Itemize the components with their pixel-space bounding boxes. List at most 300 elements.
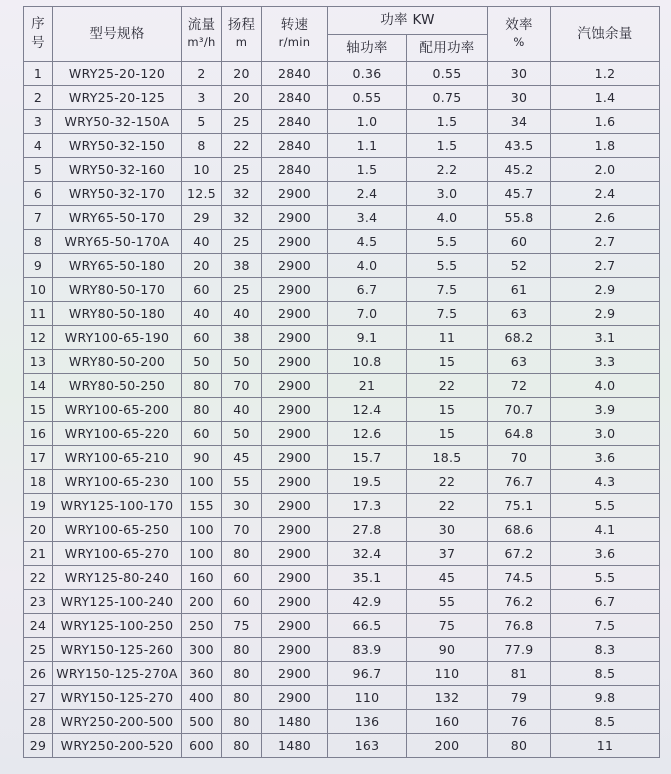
cell-efficiency: 75.1 <box>488 494 551 518</box>
cell-head: 25 <box>222 278 262 302</box>
cell-speed: 2900 <box>262 590 328 614</box>
cell-seq: 11 <box>24 302 53 326</box>
cell-model: WRY100-65-230 <box>53 470 182 494</box>
header-head-unit: m <box>235 35 248 49</box>
cell-npsh: 8.5 <box>551 662 660 686</box>
cell-efficiency: 60 <box>488 230 551 254</box>
cell-npsh: 7.5 <box>551 614 660 638</box>
cell-npsh: 4.0 <box>551 374 660 398</box>
cell-shaft-power: 0.55 <box>328 86 407 110</box>
cell-speed: 1480 <box>262 710 328 734</box>
cell-npsh: 3.3 <box>551 350 660 374</box>
cell-model: WRY80-50-170 <box>53 278 182 302</box>
cell-head: 50 <box>222 350 262 374</box>
cell-speed: 2900 <box>262 422 328 446</box>
cell-npsh: 2.6 <box>551 206 660 230</box>
cell-model: WRY50-32-150 <box>53 134 182 158</box>
cell-npsh: 3.6 <box>551 542 660 566</box>
cell-flow: 600 <box>182 734 222 758</box>
cell-motor-power: 1.5 <box>407 134 488 158</box>
table-row <box>24 182 660 206</box>
table-row <box>24 254 660 278</box>
cell-efficiency: 76.7 <box>488 470 551 494</box>
header-head <box>222 7 262 62</box>
cell-head: 70 <box>222 374 262 398</box>
cell-head: 25 <box>222 110 262 134</box>
cell-seq: 14 <box>24 374 53 398</box>
cell-head: 45 <box>222 446 262 470</box>
cell-head: 40 <box>222 398 262 422</box>
cell-head: 60 <box>222 590 262 614</box>
cell-shaft-power: 0.36 <box>328 62 407 86</box>
cell-shaft-power: 10.8 <box>328 350 407 374</box>
cell-efficiency: 64.8 <box>488 422 551 446</box>
cell-shaft-power: 1.0 <box>328 110 407 134</box>
cell-npsh: 2.9 <box>551 278 660 302</box>
header-motor-power: 配用功率 <box>407 35 488 62</box>
table-row <box>24 230 660 254</box>
cell-model: WRY65-50-180 <box>53 254 182 278</box>
cell-efficiency: 34 <box>488 110 551 134</box>
cell-shaft-power: 110 <box>328 686 407 710</box>
cell-flow: 12.5 <box>182 182 222 206</box>
cell-model: WRY80-50-250 <box>53 374 182 398</box>
cell-flow: 500 <box>182 710 222 734</box>
cell-motor-power: 45 <box>407 566 488 590</box>
cell-shaft-power: 136 <box>328 710 407 734</box>
cell-seq: 6 <box>24 182 53 206</box>
cell-flow: 200 <box>182 590 222 614</box>
cell-shaft-power: 42.9 <box>328 590 407 614</box>
cell-seq: 28 <box>24 710 53 734</box>
cell-efficiency: 30 <box>488 62 551 86</box>
cell-speed: 2900 <box>262 206 328 230</box>
cell-shaft-power: 35.1 <box>328 566 407 590</box>
cell-efficiency: 79 <box>488 686 551 710</box>
cell-seq: 2 <box>24 86 53 110</box>
header-flow <box>182 7 222 62</box>
cell-shaft-power: 1.1 <box>328 134 407 158</box>
cell-head: 25 <box>222 230 262 254</box>
cell-motor-power: 7.5 <box>407 278 488 302</box>
cell-head: 75 <box>222 614 262 638</box>
cell-efficiency: 61 <box>488 278 551 302</box>
cell-speed: 2840 <box>262 110 328 134</box>
cell-npsh: 1.4 <box>551 86 660 110</box>
cell-efficiency: 81 <box>488 662 551 686</box>
cell-seq: 20 <box>24 518 53 542</box>
cell-npsh: 2.7 <box>551 254 660 278</box>
cell-seq: 16 <box>24 422 53 446</box>
cell-seq: 21 <box>24 542 53 566</box>
table-row <box>24 542 660 566</box>
cell-shaft-power: 2.4 <box>328 182 407 206</box>
table-row <box>24 158 660 182</box>
cell-model: WRY125-100-240 <box>53 590 182 614</box>
cell-seq: 29 <box>24 734 53 758</box>
cell-shaft-power: 4.0 <box>328 254 407 278</box>
cell-motor-power: 22 <box>407 374 488 398</box>
cell-efficiency: 43.5 <box>488 134 551 158</box>
cell-efficiency: 63 <box>488 302 551 326</box>
table-row <box>24 278 660 302</box>
cell-flow: 90 <box>182 446 222 470</box>
cell-shaft-power: 4.5 <box>328 230 407 254</box>
cell-model: WRY125-100-170 <box>53 494 182 518</box>
cell-npsh: 6.7 <box>551 590 660 614</box>
cell-flow: 400 <box>182 686 222 710</box>
cell-seq: 4 <box>24 134 53 158</box>
cell-motor-power: 110 <box>407 662 488 686</box>
cell-efficiency: 74.5 <box>488 566 551 590</box>
cell-seq: 15 <box>24 398 53 422</box>
pump-spec-table <box>23 6 660 758</box>
cell-speed: 2900 <box>262 638 328 662</box>
cell-model: WRY100-65-250 <box>53 518 182 542</box>
cell-shaft-power: 32.4 <box>328 542 407 566</box>
table-row <box>24 86 660 110</box>
table-row <box>24 398 660 422</box>
cell-speed: 2900 <box>262 254 328 278</box>
cell-efficiency: 80 <box>488 734 551 758</box>
cell-motor-power: 0.55 <box>407 62 488 86</box>
cell-shaft-power: 12.4 <box>328 398 407 422</box>
cell-flow: 80 <box>182 398 222 422</box>
cell-seq: 8 <box>24 230 53 254</box>
cell-flow: 60 <box>182 278 222 302</box>
cell-model: WRY50-32-160 <box>53 158 182 182</box>
cell-flow: 8 <box>182 134 222 158</box>
cell-model: WRY150-125-270A <box>53 662 182 686</box>
cell-speed: 2900 <box>262 350 328 374</box>
cell-efficiency: 45.2 <box>488 158 551 182</box>
cell-speed: 2900 <box>262 278 328 302</box>
cell-model: WRY25-20-120 <box>53 62 182 86</box>
cell-head: 80 <box>222 638 262 662</box>
cell-head: 20 <box>222 86 262 110</box>
cell-npsh: 5.5 <box>551 566 660 590</box>
cell-motor-power: 15 <box>407 422 488 446</box>
cell-seq: 3 <box>24 110 53 134</box>
cell-model: WRY25-20-125 <box>53 86 182 110</box>
cell-model: WRY150-125-270 <box>53 686 182 710</box>
cell-head: 20 <box>222 62 262 86</box>
table-row <box>24 134 660 158</box>
table-row <box>24 590 660 614</box>
cell-shaft-power: 66.5 <box>328 614 407 638</box>
cell-speed: 2840 <box>262 86 328 110</box>
cell-flow: 40 <box>182 230 222 254</box>
cell-model: WRY50-32-150A <box>53 110 182 134</box>
cell-npsh: 11 <box>551 734 660 758</box>
cell-motor-power: 30 <box>407 518 488 542</box>
table-row <box>24 374 660 398</box>
cell-flow: 100 <box>182 518 222 542</box>
cell-speed: 2900 <box>262 446 328 470</box>
table-row <box>24 206 660 230</box>
cell-seq: 24 <box>24 614 53 638</box>
cell-speed: 2900 <box>262 566 328 590</box>
table-row <box>24 518 660 542</box>
cell-head: 80 <box>222 686 262 710</box>
table-row <box>24 494 660 518</box>
cell-head: 60 <box>222 566 262 590</box>
cell-flow: 10 <box>182 158 222 182</box>
cell-efficiency: 45.7 <box>488 182 551 206</box>
cell-seq: 25 <box>24 638 53 662</box>
cell-motor-power: 55 <box>407 590 488 614</box>
cell-flow: 360 <box>182 662 222 686</box>
cell-shaft-power: 96.7 <box>328 662 407 686</box>
table-row <box>24 326 660 350</box>
cell-model: WRY100-65-190 <box>53 326 182 350</box>
cell-head: 55 <box>222 470 262 494</box>
cell-efficiency: 67.2 <box>488 542 551 566</box>
cell-model: WRY100-65-220 <box>53 422 182 446</box>
cell-seq: 9 <box>24 254 53 278</box>
cell-efficiency: 76.2 <box>488 590 551 614</box>
header-efficiency <box>488 7 551 62</box>
cell-seq: 23 <box>24 590 53 614</box>
cell-seq: 5 <box>24 158 53 182</box>
cell-head: 38 <box>222 254 262 278</box>
table-row <box>24 662 660 686</box>
cell-efficiency: 55.8 <box>488 206 551 230</box>
cell-head: 40 <box>222 302 262 326</box>
cell-model: WRY80-50-180 <box>53 302 182 326</box>
cell-model: WRY250-200-520 <box>53 734 182 758</box>
table-row <box>24 470 660 494</box>
cell-speed: 2900 <box>262 326 328 350</box>
cell-seq: 13 <box>24 350 53 374</box>
cell-model: WRY65-50-170A <box>53 230 182 254</box>
cell-model: WRY150-125-260 <box>53 638 182 662</box>
cell-model: WRY125-100-250 <box>53 614 182 638</box>
cell-flow: 155 <box>182 494 222 518</box>
cell-motor-power: 3.0 <box>407 182 488 206</box>
header-efficiency-unit: % <box>513 35 525 49</box>
cell-shaft-power: 163 <box>328 734 407 758</box>
cell-model: WRY100-65-200 <box>53 398 182 422</box>
table-body <box>24 62 660 758</box>
cell-motor-power: 160 <box>407 710 488 734</box>
cell-motor-power: 22 <box>407 470 488 494</box>
header-seq <box>24 7 53 62</box>
cell-speed: 2900 <box>262 614 328 638</box>
cell-flow: 40 <box>182 302 222 326</box>
cell-efficiency: 77.9 <box>488 638 551 662</box>
cell-shaft-power: 9.1 <box>328 326 407 350</box>
cell-head: 80 <box>222 662 262 686</box>
cell-head: 22 <box>222 134 262 158</box>
cell-efficiency: 76.8 <box>488 614 551 638</box>
cell-model: WRY50-32-170 <box>53 182 182 206</box>
table-row <box>24 302 660 326</box>
cell-head: 80 <box>222 542 262 566</box>
header-model: 型号规格 <box>53 7 182 62</box>
table-row <box>24 422 660 446</box>
header-speed <box>262 7 328 62</box>
cell-shaft-power: 17.3 <box>328 494 407 518</box>
cell-shaft-power: 15.7 <box>328 446 407 470</box>
cell-efficiency: 76 <box>488 710 551 734</box>
cell-efficiency: 68.6 <box>488 518 551 542</box>
cell-shaft-power: 6.7 <box>328 278 407 302</box>
cell-efficiency: 52 <box>488 254 551 278</box>
table-row <box>24 734 660 758</box>
cell-npsh: 2.9 <box>551 302 660 326</box>
cell-flow: 29 <box>182 206 222 230</box>
cell-shaft-power: 83.9 <box>328 638 407 662</box>
cell-motor-power: 0.75 <box>407 86 488 110</box>
cell-npsh: 3.6 <box>551 446 660 470</box>
cell-speed: 2840 <box>262 158 328 182</box>
cell-flow: 60 <box>182 422 222 446</box>
cell-speed: 2900 <box>262 470 328 494</box>
cell-flow: 50 <box>182 350 222 374</box>
cell-seq: 17 <box>24 446 53 470</box>
header-efficiency-label: 效率 <box>505 17 533 33</box>
cell-motor-power: 15 <box>407 398 488 422</box>
cell-head: 25 <box>222 158 262 182</box>
header-seq-text: 序号 <box>31 16 45 51</box>
cell-speed: 2900 <box>262 374 328 398</box>
cell-npsh: 2.7 <box>551 230 660 254</box>
cell-speed: 2840 <box>262 62 328 86</box>
cell-shaft-power: 27.8 <box>328 518 407 542</box>
cell-shaft-power: 19.5 <box>328 470 407 494</box>
cell-head: 32 <box>222 206 262 230</box>
cell-speed: 2900 <box>262 230 328 254</box>
cell-model: WRY250-200-500 <box>53 710 182 734</box>
cell-motor-power: 18.5 <box>407 446 488 470</box>
cell-seq: 1 <box>24 62 53 86</box>
cell-model: WRY125-80-240 <box>53 566 182 590</box>
table-row <box>24 110 660 134</box>
cell-shaft-power: 21 <box>328 374 407 398</box>
cell-npsh: 4.1 <box>551 518 660 542</box>
cell-npsh: 8.5 <box>551 710 660 734</box>
cell-head: 80 <box>222 734 262 758</box>
cell-efficiency: 70.7 <box>488 398 551 422</box>
cell-motor-power: 5.5 <box>407 254 488 278</box>
cell-npsh: 4.3 <box>551 470 660 494</box>
header-npsh: 汽蚀余量 <box>551 7 660 62</box>
cell-flow: 60 <box>182 326 222 350</box>
table-row <box>24 614 660 638</box>
header-flow-unit: m³/h <box>187 35 216 49</box>
cell-model: WRY65-50-170 <box>53 206 182 230</box>
cell-efficiency: 30 <box>488 86 551 110</box>
table-row <box>24 566 660 590</box>
cell-speed: 2900 <box>262 542 328 566</box>
cell-npsh: 3.0 <box>551 422 660 446</box>
cell-model: WRY80-50-200 <box>53 350 182 374</box>
cell-seq: 22 <box>24 566 53 590</box>
table-row <box>24 350 660 374</box>
cell-shaft-power: 12.6 <box>328 422 407 446</box>
cell-motor-power: 2.2 <box>407 158 488 182</box>
cell-motor-power: 1.5 <box>407 110 488 134</box>
cell-efficiency: 63 <box>488 350 551 374</box>
header-power: 功率 KW <box>328 7 488 35</box>
cell-head: 80 <box>222 710 262 734</box>
cell-motor-power: 15 <box>407 350 488 374</box>
table-row <box>24 446 660 470</box>
cell-npsh: 1.2 <box>551 62 660 86</box>
cell-seq: 26 <box>24 662 53 686</box>
cell-motor-power: 132 <box>407 686 488 710</box>
cell-flow: 2 <box>182 62 222 86</box>
cell-npsh: 9.8 <box>551 686 660 710</box>
cell-flow: 5 <box>182 110 222 134</box>
cell-seq: 10 <box>24 278 53 302</box>
table-row <box>24 686 660 710</box>
cell-npsh: 2.4 <box>551 182 660 206</box>
cell-speed: 2900 <box>262 518 328 542</box>
header-speed-unit: r/min <box>278 35 311 49</box>
cell-efficiency: 68.2 <box>488 326 551 350</box>
table-header <box>24 7 660 62</box>
cell-npsh: 2.0 <box>551 158 660 182</box>
cell-motor-power: 22 <box>407 494 488 518</box>
cell-npsh: 3.9 <box>551 398 660 422</box>
header-speed-label: 转速 <box>280 17 309 33</box>
cell-flow: 160 <box>182 566 222 590</box>
cell-shaft-power: 3.4 <box>328 206 407 230</box>
cell-flow: 20 <box>182 254 222 278</box>
cell-flow: 250 <box>182 614 222 638</box>
cell-model: WRY100-65-270 <box>53 542 182 566</box>
cell-efficiency: 72 <box>488 374 551 398</box>
cell-shaft-power: 7.0 <box>328 302 407 326</box>
cell-seq: 27 <box>24 686 53 710</box>
table-row <box>24 710 660 734</box>
cell-speed: 1480 <box>262 734 328 758</box>
cell-speed: 2900 <box>262 494 328 518</box>
cell-motor-power: 5.5 <box>407 230 488 254</box>
cell-seq: 12 <box>24 326 53 350</box>
cell-head: 32 <box>222 182 262 206</box>
header-flow-label: 流量 <box>187 17 216 33</box>
cell-motor-power: 4.0 <box>407 206 488 230</box>
cell-flow: 300 <box>182 638 222 662</box>
cell-seq: 18 <box>24 470 53 494</box>
cell-head: 70 <box>222 518 262 542</box>
cell-npsh: 1.6 <box>551 110 660 134</box>
cell-npsh: 5.5 <box>551 494 660 518</box>
cell-speed: 2900 <box>262 686 328 710</box>
cell-speed: 2900 <box>262 302 328 326</box>
cell-head: 50 <box>222 422 262 446</box>
cell-speed: 2900 <box>262 662 328 686</box>
cell-efficiency: 70 <box>488 446 551 470</box>
cell-seq: 19 <box>24 494 53 518</box>
cell-motor-power: 7.5 <box>407 302 488 326</box>
cell-seq: 7 <box>24 206 53 230</box>
cell-speed: 2900 <box>262 398 328 422</box>
table-row <box>24 62 660 86</box>
cell-motor-power: 11 <box>407 326 488 350</box>
cell-flow: 80 <box>182 374 222 398</box>
cell-flow: 100 <box>182 542 222 566</box>
cell-motor-power: 75 <box>407 614 488 638</box>
cell-motor-power: 90 <box>407 638 488 662</box>
table-row <box>24 638 660 662</box>
cell-head: 38 <box>222 326 262 350</box>
cell-npsh: 3.1 <box>551 326 660 350</box>
cell-speed: 2840 <box>262 134 328 158</box>
